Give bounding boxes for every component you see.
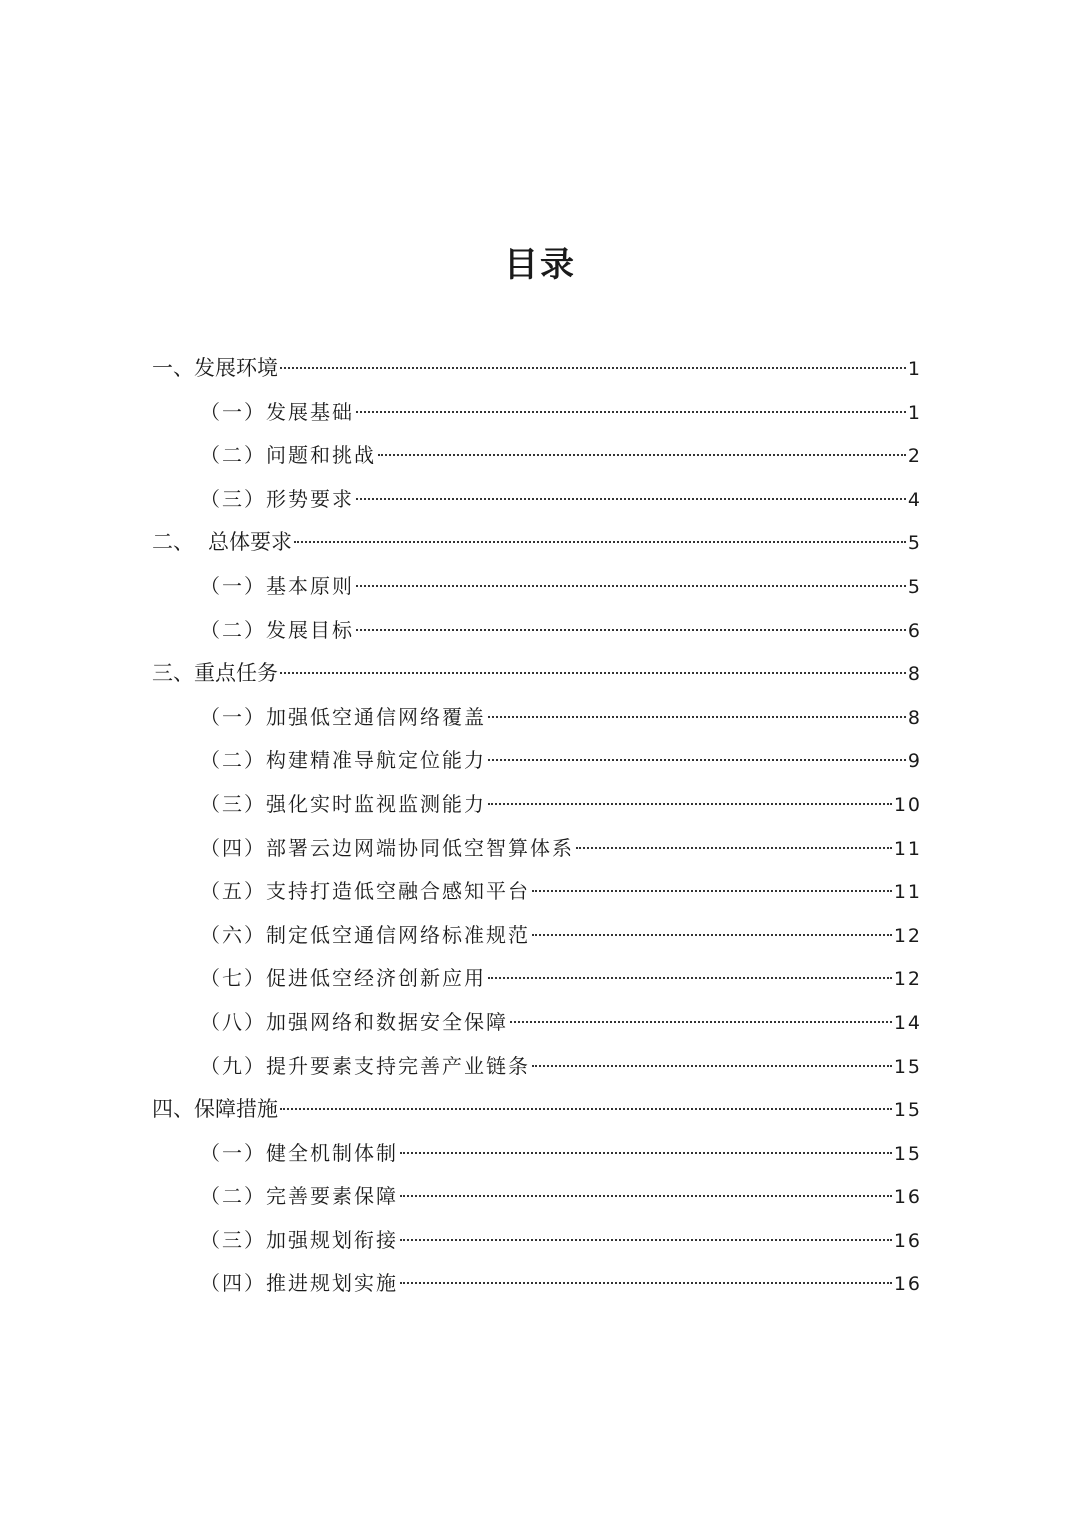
toc-subsection-entry[interactable] (152, 1045, 922, 1089)
toc-entry-label (200, 914, 530, 958)
toc-entry-number: （四） (200, 1271, 266, 1296)
toc-entry-label (200, 870, 530, 914)
toc-entry-number: 四、 (152, 1097, 194, 1122)
toc-dot-leader (400, 1282, 892, 1284)
toc-page-number: 1 (907, 401, 922, 424)
toc-entry-label (200, 1219, 398, 1263)
toc-dot-leader (356, 629, 906, 631)
toc-page-number: 15 (893, 1055, 922, 1078)
toc-entry-number: 三、 (152, 661, 194, 686)
toc-subsection-entry[interactable] (152, 1219, 922, 1263)
toc-entry-label (200, 957, 486, 1001)
toc-page-number: 6 (907, 619, 922, 642)
toc-entry-label (200, 391, 354, 435)
toc-subsection-entry[interactable] (152, 870, 922, 914)
toc-dot-leader (488, 716, 906, 718)
toc-dot-leader (280, 672, 906, 674)
toc-entry-title: 发展环境 (194, 356, 278, 380)
toc-entry-label (200, 1001, 508, 1045)
toc-subsection-entry[interactable] (152, 739, 922, 783)
toc-dot-leader (378, 454, 906, 456)
toc-subsection-entry[interactable] (152, 957, 922, 1001)
toc-entry-number: （五） (200, 879, 266, 904)
toc-page-number: 8 (907, 663, 922, 686)
toc-subsection-entry[interactable] (152, 914, 922, 958)
toc-entry-title: 完善要素保障 (266, 1184, 398, 1209)
toc-dot-leader (400, 1239, 892, 1241)
toc-dot-leader (532, 934, 892, 936)
toc-entry-number: （三） (200, 791, 266, 816)
toc-dot-leader (356, 411, 906, 413)
toc-entry-title: 保障措施 (194, 1097, 278, 1122)
toc-entry-title: 制定低空通信网络标准规范 (266, 922, 530, 947)
toc-subsection-entry[interactable] (152, 609, 922, 653)
toc-entry-label (200, 739, 486, 783)
toc-subsection-entry[interactable] (152, 434, 922, 478)
toc-entry-title: 构建精准导航定位能力 (266, 748, 486, 773)
toc-dot-leader (280, 367, 906, 369)
toc-entry-label (200, 827, 574, 871)
toc-dot-leader (488, 803, 892, 805)
toc-entry-title: 加强网络和数据安全保障 (266, 1009, 508, 1034)
toc-entry-number: （三） (200, 486, 266, 511)
toc-page-number: 12 (893, 968, 922, 991)
toc-page-number: 15 (893, 1099, 922, 1122)
toc-section-entry[interactable] (152, 1088, 922, 1132)
toc-entry-number: （二） (200, 617, 266, 642)
toc-entry-title: 总体要求 (208, 530, 292, 555)
toc-entry-title: 发展基础 (266, 399, 354, 424)
toc-page-number: 16 (893, 1186, 922, 1209)
toc-entry-title: 问题和挑战 (266, 443, 376, 468)
toc-page-number: 16 (893, 1229, 922, 1252)
toc-entry-label (152, 1088, 278, 1132)
toc-subsection-entry[interactable] (152, 1175, 922, 1219)
toc-entry-label (152, 652, 278, 696)
toc-entry-number: （二） (200, 748, 266, 773)
toc-dot-leader (510, 1021, 892, 1023)
toc-page-number: 9 (907, 750, 922, 773)
toc-dot-leader (532, 1065, 892, 1067)
toc-page-number: 4 (907, 488, 922, 511)
toc-entry-title: 支持打造低空融合感知平台 (266, 879, 530, 904)
toc-entry-label (200, 434, 376, 478)
toc-entry-label (200, 1175, 398, 1219)
toc-dot-leader (532, 890, 892, 892)
toc-dot-leader (294, 541, 906, 543)
toc-entry-number: 一、 (152, 356, 194, 380)
toc-entry-title: 基本原则 (266, 573, 354, 598)
toc-page-number: 11 (893, 881, 922, 904)
toc-entry-label (200, 609, 354, 653)
toc-entry-title: 部署云边网端协同低空智算体系 (266, 835, 574, 860)
toc-subsection-entry[interactable] (152, 391, 922, 435)
toc-page-number: 12 (893, 924, 922, 947)
toc-entry-number: （一） (200, 573, 266, 598)
toc-entry-label (200, 696, 486, 740)
toc-section-entry[interactable] (152, 652, 922, 696)
toc-entry-number: （一） (200, 399, 266, 424)
toc-entry-title: 提升要素支持完善产业链条 (266, 1053, 530, 1078)
toc-dot-leader (280, 1108, 892, 1110)
toc-page-number: 15 (893, 1142, 922, 1165)
table-of-contents (152, 347, 922, 1306)
toc-entry-number: （六） (200, 922, 266, 947)
toc-page-number: 1 (907, 358, 922, 380)
toc-entry-number: 二、 (152, 530, 194, 555)
toc-entry-label (152, 347, 278, 391)
toc-entry-title: 加强规划衔接 (266, 1227, 398, 1252)
toc-entry-number: （四） (200, 835, 266, 860)
toc-entry-title: 强化实时监视监测能力 (266, 791, 486, 816)
toc-page-number: 5 (907, 575, 922, 598)
toc-page-number: 16 (893, 1273, 922, 1296)
toc-subsection-entry[interactable] (152, 783, 922, 827)
toc-entry-number: （三） (200, 1227, 266, 1252)
toc-page-number: 14 (893, 1011, 922, 1034)
toc-page-number: 2 (907, 445, 922, 468)
toc-dot-leader (356, 585, 906, 587)
toc-entry-label (200, 478, 354, 522)
toc-entry-title: 健全机制体制 (266, 1140, 398, 1165)
toc-page-number: 10 (893, 793, 922, 816)
toc-entry-title: 重点任务 (194, 661, 278, 686)
toc-entry-title: 推进规划实施 (266, 1271, 398, 1296)
toc-entry-title: 发展目标 (266, 617, 354, 642)
toc-subsection-entry[interactable] (152, 565, 922, 609)
toc-dot-leader (400, 1152, 892, 1154)
toc-page-number: 8 (907, 706, 922, 729)
toc-entry-label (200, 565, 354, 609)
toc-entry-title: 促进低空经济创新应用 (266, 966, 486, 991)
toc-page-number: 5 (907, 532, 922, 555)
page-title: 目录 (504, 245, 576, 285)
toc-entry-number: （二） (200, 1184, 266, 1209)
toc-dot-leader (356, 498, 906, 500)
toc-dot-leader (576, 847, 892, 849)
toc-section-entry[interactable] (152, 521, 922, 565)
toc-subsection-entry[interactable] (152, 1132, 922, 1176)
toc-page-number: 11 (893, 837, 922, 860)
toc-section-entry[interactable] (152, 347, 922, 391)
toc-entry-label (200, 1262, 398, 1306)
toc-dot-leader (488, 759, 906, 761)
toc-subsection-entry[interactable] (152, 1262, 922, 1306)
toc-entry-label (200, 1045, 530, 1089)
toc-dot-leader (488, 977, 892, 979)
toc-subsection-entry[interactable] (152, 827, 922, 871)
toc-subsection-entry[interactable] (152, 478, 922, 522)
toc-subsection-entry[interactable] (152, 1001, 922, 1045)
toc-entry-number: （二） (200, 443, 266, 468)
toc-entry-label (200, 783, 486, 827)
toc-entry-number: （七） (200, 966, 266, 991)
toc-entry-number: （八） (200, 1009, 266, 1034)
toc-entry-title: 加强低空通信网络覆盖 (266, 704, 486, 729)
toc-entry-label (200, 1132, 398, 1176)
toc-dot-leader (400, 1195, 892, 1197)
toc-entry-number: （九） (200, 1053, 266, 1078)
toc-entry-number: （一） (200, 1140, 266, 1165)
toc-entry-label (152, 521, 292, 565)
toc-entry-title: 形势要求 (266, 486, 354, 511)
toc-entry-number: （一） (200, 704, 266, 729)
toc-subsection-entry[interactable] (152, 696, 922, 740)
